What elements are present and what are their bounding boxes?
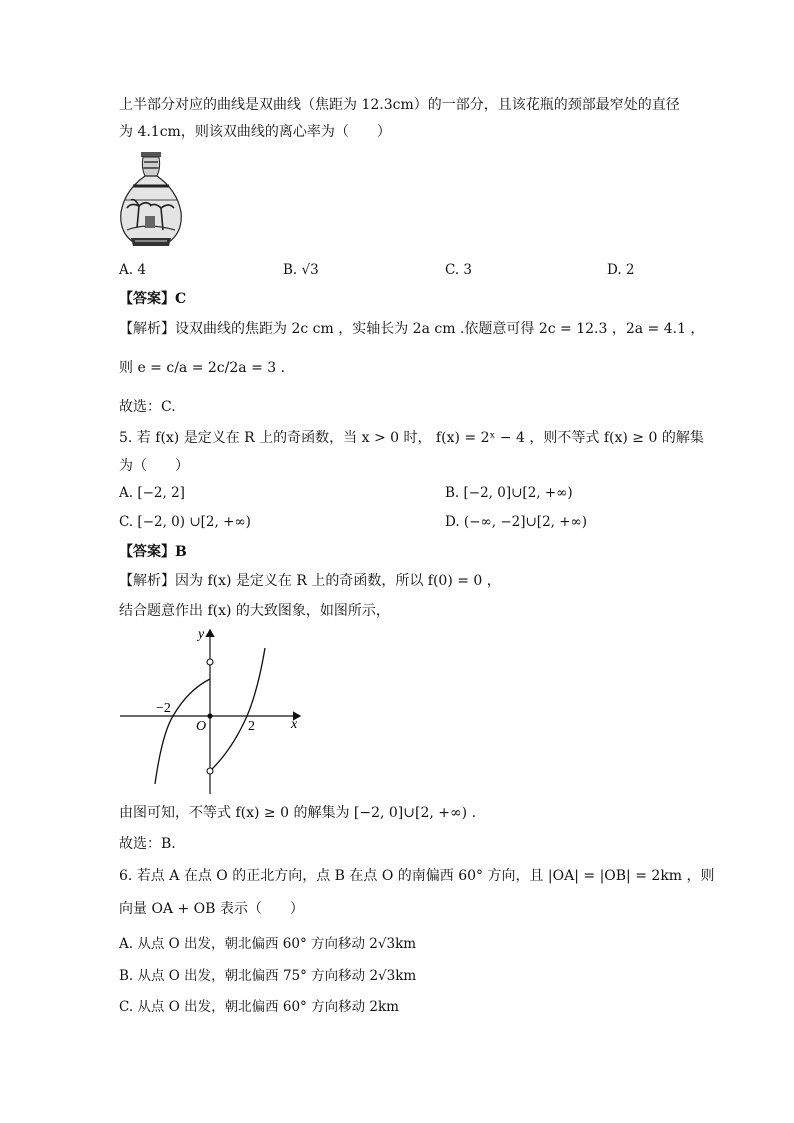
q5-analysis-line2: 结合题意作出 f(x) 的大致图象，如图所示，	[119, 603, 390, 619]
q4-stem-line1: 上半部分对应的曲线是双曲线（焦距为 12.3cm）的一部分，且该花瓶的颈部最窄处的直径	[119, 97, 680, 113]
q5-option-b: B. [−2, 0]∪[2, +∞)	[445, 485, 573, 501]
vase-image	[117, 150, 185, 248]
q4-option-d: D. 2	[607, 262, 635, 278]
q6-option-b: B. 从点 O 出发，朝北偏西 75° 方向移动 2√3km	[119, 968, 417, 984]
q4-option-a: A. 4	[119, 262, 146, 278]
q4-analysis-line1: 【解析】设双曲线的焦距为 2c cm ，实轴长为 2a cm .依题意可得 2c = 12.3 ，2a = 4.1 ，	[119, 321, 705, 337]
q5-analysis-line1: 【解析】因为 f(x) 是定义在 R 上的奇函数，所以 f(0) = 0 ，	[119, 573, 501, 589]
q5-analysis-line3: 由图可知，不等式 f(x) ≥ 0 的解集为 [−2, 0]∪[2, +∞) .	[119, 805, 477, 821]
neg-two-label: −2	[156, 701, 171, 716]
q4-conclusion: 故选：C.	[119, 399, 176, 415]
y-axis-label: y	[198, 627, 205, 642]
open-point-upper	[207, 659, 213, 665]
q5-stem-line2: 为（ ）	[119, 458, 189, 474]
q4-option-b: B. √3	[283, 262, 319, 278]
origin-point	[207, 713, 212, 718]
open-point-lower	[207, 768, 213, 774]
q4-answer: 【答案】C	[119, 291, 187, 307]
q5-option-c: C. [−2, 0) ∪[2, +∞)	[119, 514, 251, 530]
q5-answer: 【答案】B	[119, 544, 187, 560]
q5-option-d: D. (−∞, −2]∪[2, +∞)	[445, 514, 588, 530]
q4-option-c: C. 3	[445, 262, 473, 278]
q6-option-c: C. 从点 O 出发，朝北偏西 60° 方向移动 2km	[119, 999, 399, 1015]
q5-conclusion: 故选：B.	[119, 836, 176, 852]
q6-option-a: A. 从点 O 出发，朝北偏西 60° 方向移动 2√3km	[119, 936, 417, 952]
x-axis-label: x	[291, 717, 298, 732]
curve-right-branch	[210, 648, 265, 771]
q6-stem-line1: 6. 若点 A 在点 O 的正北方向，点 B 在点 O 的南偏西 60° 方向，且 |OA| = |OB| = 2km ，则	[119, 868, 715, 884]
q4-analysis-line2: 则 e = c/a = 2c/2a = 3 .	[119, 360, 286, 376]
q4-stem-line2: 为 4.1cm，则该双曲线的离心率为（ ）	[119, 124, 391, 140]
q6-stem-line2: 向量 OA + OB 表示（ ）	[119, 901, 304, 917]
pos-two-label: 2	[248, 719, 255, 734]
function-graph	[118, 624, 308, 796]
origin-label: O	[196, 719, 207, 734]
q5-stem-line1: 5. 若 f(x) 是定义在 R 上的奇函数，当 x > 0 时， f(x) = 2ˣ − 4 ，则不等式 f(x) ≥ 0 的解集	[119, 430, 704, 446]
q5-option-a: A. [−2, 2]	[119, 485, 185, 501]
